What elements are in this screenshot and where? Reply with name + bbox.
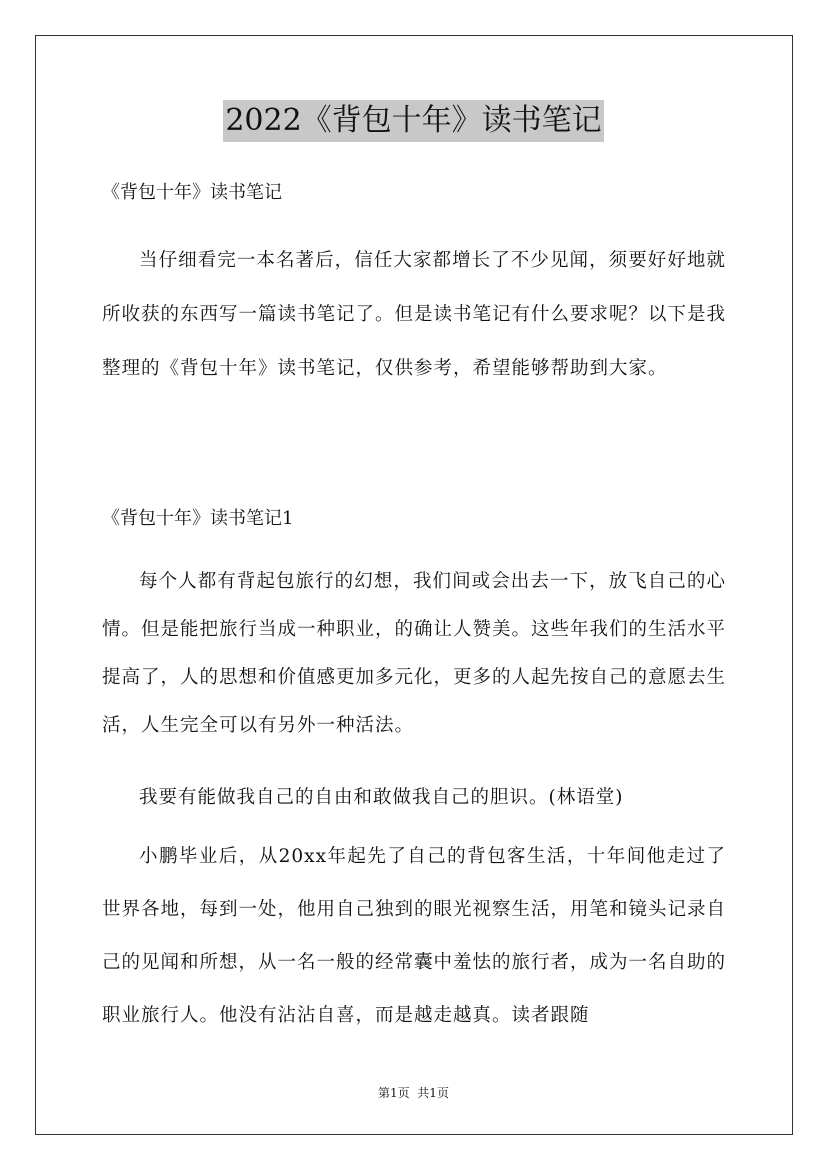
intro-paragraph: 当仔细看完一本名著后，信任大家都增长了不少见闻，须要好好地就所收获的东西写一篇读书笔记了。但是读书笔记有什么要求呢？以下是我整理的《背包十年》读书笔记，仅供参考，希望能够帮助到大家。 <box>102 250 727 379</box>
quote-paragraph: 我要有能做我自己的自由和敢做我自己的胆识。(林语堂) <box>139 787 624 808</box>
section-heading: 《背包十年》读书笔记 <box>102 182 282 203</box>
document-title: 2022《背包十年》读书笔记 <box>223 100 603 142</box>
body-paragraph: 小鹏毕业后，从20xx年起先了自己的背包客生活，十年间他走过了世界各地，每到一处，他用自己独到的眼光视察生活，用笔和镜头记录自己的见闻和所想，从一名一般的经常囊中羞怯的旅行者，成为一名自助的职业旅行人。他没有沾沾自喜，而是越走越真。读者跟随 <box>102 846 727 1026</box>
page-footer: 第1页 共1页 <box>378 1086 449 1100</box>
note-heading: 《背包十年》读书笔记1 <box>102 508 294 529</box>
body-paragraph: 每个人都有背起包旅行的幻想，我们间或会出去一下，放飞自己的心情。但是能把旅行当成一种职业，的确让人赞美。这些年我们的生活水平提高了，人的思想和价值感更加多元化，更多的人起先按自己的意愿去生活，人生完全可以有另外一种活法。 <box>102 571 727 736</box>
title-container <box>0 100 827 142</box>
